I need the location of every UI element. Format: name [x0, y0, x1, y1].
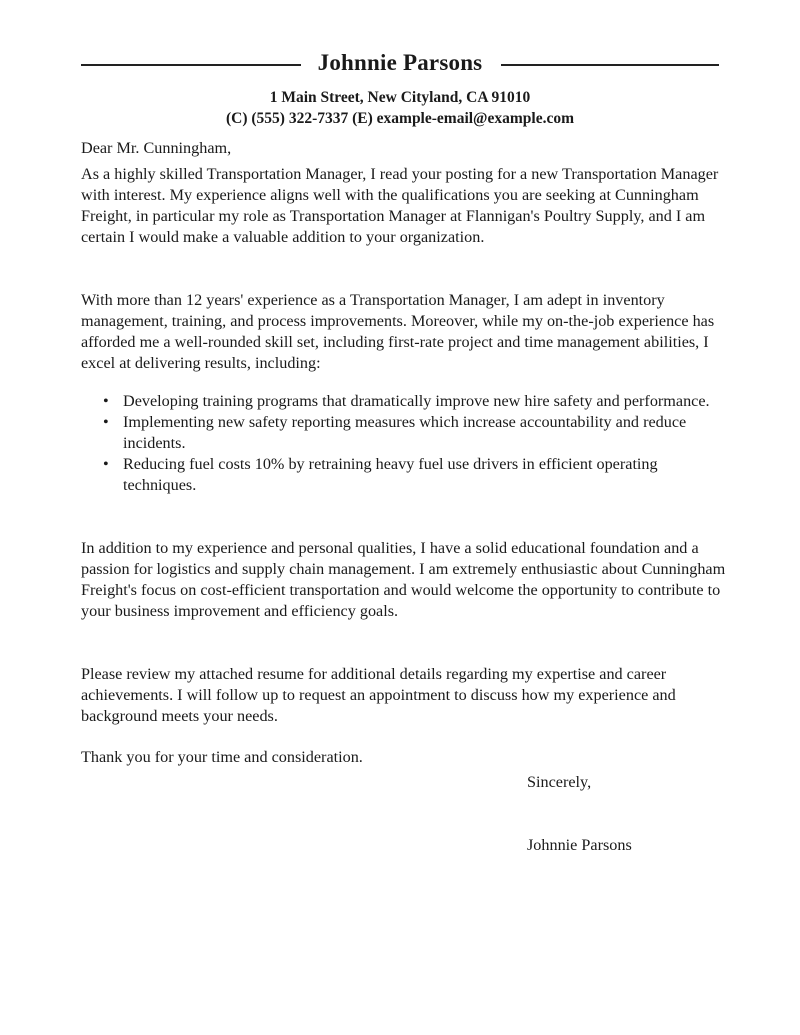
salutation: Dear Mr. Cunningham,: [81, 139, 232, 157]
applicant-name: Johnnie Parsons: [317, 50, 483, 75]
paragraph-follow-up: Please review my attached resume for additional details regarding my expertise and career achievements. I will follow up to request an appointment to discuss how my experience and background meets your needs.: [81, 665, 676, 725]
achievements-list: [81, 391, 731, 496]
signature: Johnnie Parsons: [527, 836, 632, 854]
bullet-icon: •: [103, 413, 109, 431]
list-item: [81, 412, 731, 454]
list-item-text: Implementing new safety reporting measures which increase accountability and reduce incidents.: [123, 413, 687, 452]
list-item: [81, 454, 731, 496]
bullet-icon: •: [103, 392, 109, 410]
list-item-text: Developing training programs that dramatically improve new hire safety and performance.: [123, 392, 710, 410]
list-item: [81, 391, 731, 412]
paragraph-experience: With more than 12 years' experience as a Transportation Manager, I am adept in inventory management, training, and process improvements. Moreover, while my on-the-job experience has afforded me a well-rounded skill set, including first-rate project and time management abilities, I excel at delivering results, including:: [81, 291, 715, 372]
paragraph-thanks: Thank you for your time and consideration.: [81, 748, 363, 766]
closing: Sincerely,: [527, 773, 592, 791]
address-line: 1 Main Street, New Cityland, CA 91010: [269, 89, 531, 106]
list-item-text: Reducing fuel costs 10% by retraining heavy fuel use drivers in efficient operating techniques.: [123, 455, 658, 494]
contact-line: (C) (555) 322-7337 (E) example-email@example.com: [225, 110, 574, 127]
paragraph-intro: As a highly skilled Transportation Manager, I read your posting for a new Transportation Manager with interest. My experience aligns well with the qualifications you are seeking at Cunningham Freight, in particular my role as Transportation Manager at Flannigan's Poultry Supply, and I am certain I would make a valuable addition to your organization.: [81, 165, 719, 246]
paragraph-education: In addition to my experience and personal qualities, I have a solid educational foundation and a passion for logistics and supply chain management. I am extremely enthusiastic about Cunningham Freight's focus on cost-efficient transportation and would welcome the opportunity to contribute to your business improvement and efficiency goals.: [81, 539, 726, 620]
bullet-icon: •: [103, 455, 109, 473]
